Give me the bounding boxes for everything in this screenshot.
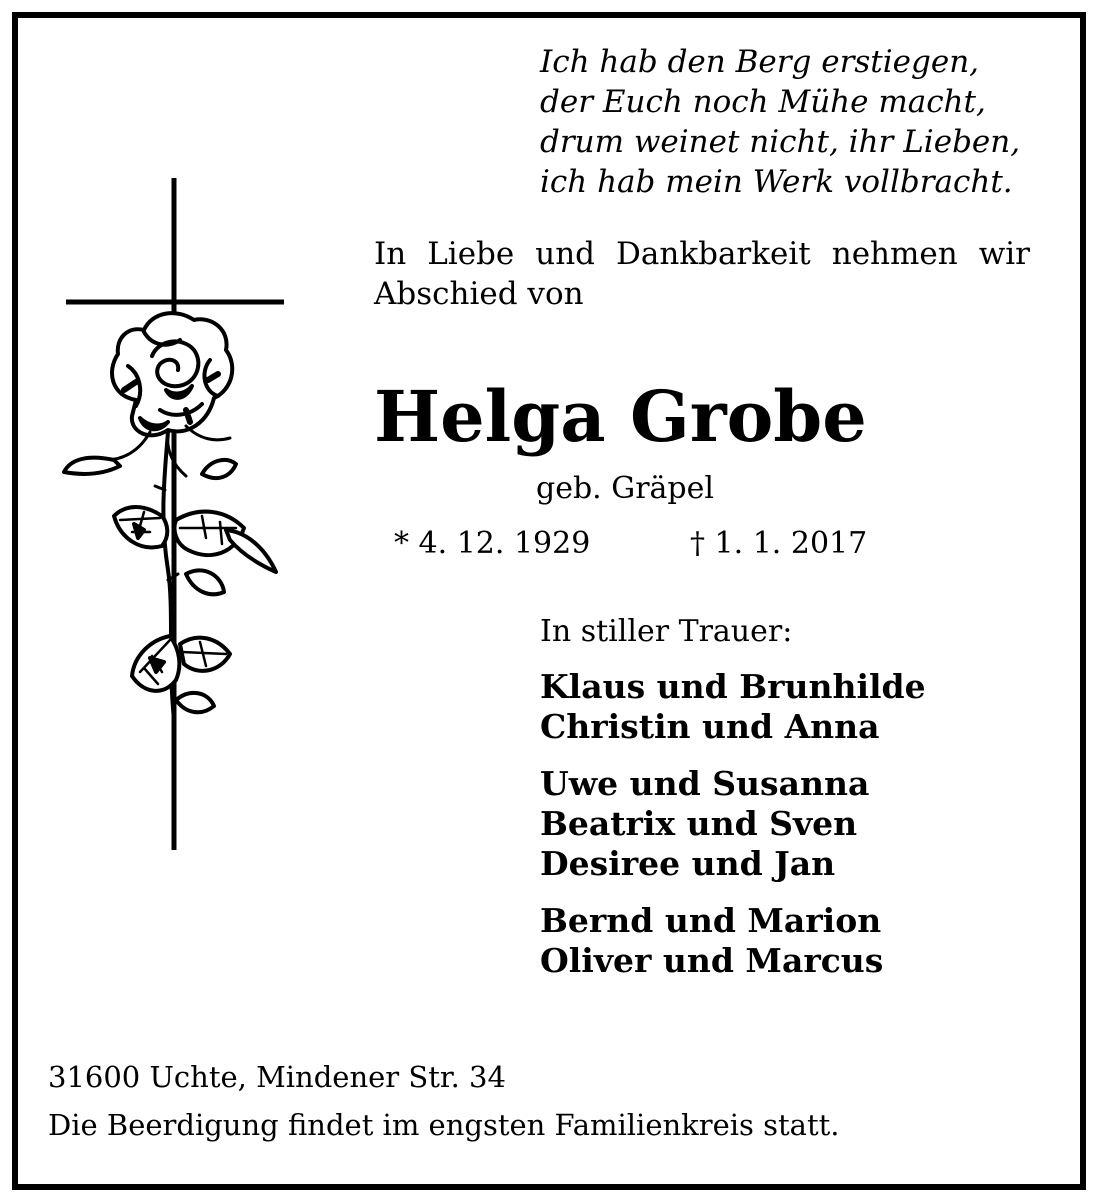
family-member: Oliver und Marcus	[540, 941, 884, 980]
poem-line: der Euch noch Mühe macht,	[540, 84, 986, 120]
funeral-note: Die Beerdigung findet im engsten Familienkreis statt.	[48, 1108, 840, 1142]
family-member: Christin und Anna	[540, 707, 880, 746]
mourning-label: In stiller Trauer:	[540, 614, 793, 649]
family-group	[540, 667, 1060, 747]
family-member: Klaus und Brunhilde	[540, 667, 926, 706]
cross-rose-ornament	[40, 160, 300, 860]
cross-icon	[66, 178, 284, 850]
poem-line: drum weinet nicht, ihr Lieben,	[540, 124, 1021, 160]
birth-name: geb. Gräpel	[536, 471, 714, 506]
family-member: Bernd und Marion	[540, 901, 882, 940]
address: 31600 Uchte, Mindener Str. 34	[48, 1060, 506, 1094]
poem-line: ich hab mein Werk vollbracht.	[540, 164, 1013, 200]
poem-line: Ich hab den Berg erstiegen,	[540, 44, 980, 80]
poem	[540, 42, 1060, 202]
family-group	[540, 764, 1060, 884]
death-date: † 1. 1. 2017	[690, 526, 868, 561]
family-member: Desiree und Jan	[540, 844, 836, 883]
family-group	[540, 901, 1060, 981]
farewell-intro: In Liebe und Dankbarkeit nehmen wir Abschied von	[374, 236, 1030, 312]
family-member: Beatrix und Sven	[540, 804, 858, 843]
rose-icon	[64, 313, 276, 720]
family-member: Uwe und Susanna	[540, 764, 870, 803]
deceased-name: Helga Grobe	[374, 375, 867, 458]
birth-date: * 4. 12. 1929	[394, 526, 591, 561]
